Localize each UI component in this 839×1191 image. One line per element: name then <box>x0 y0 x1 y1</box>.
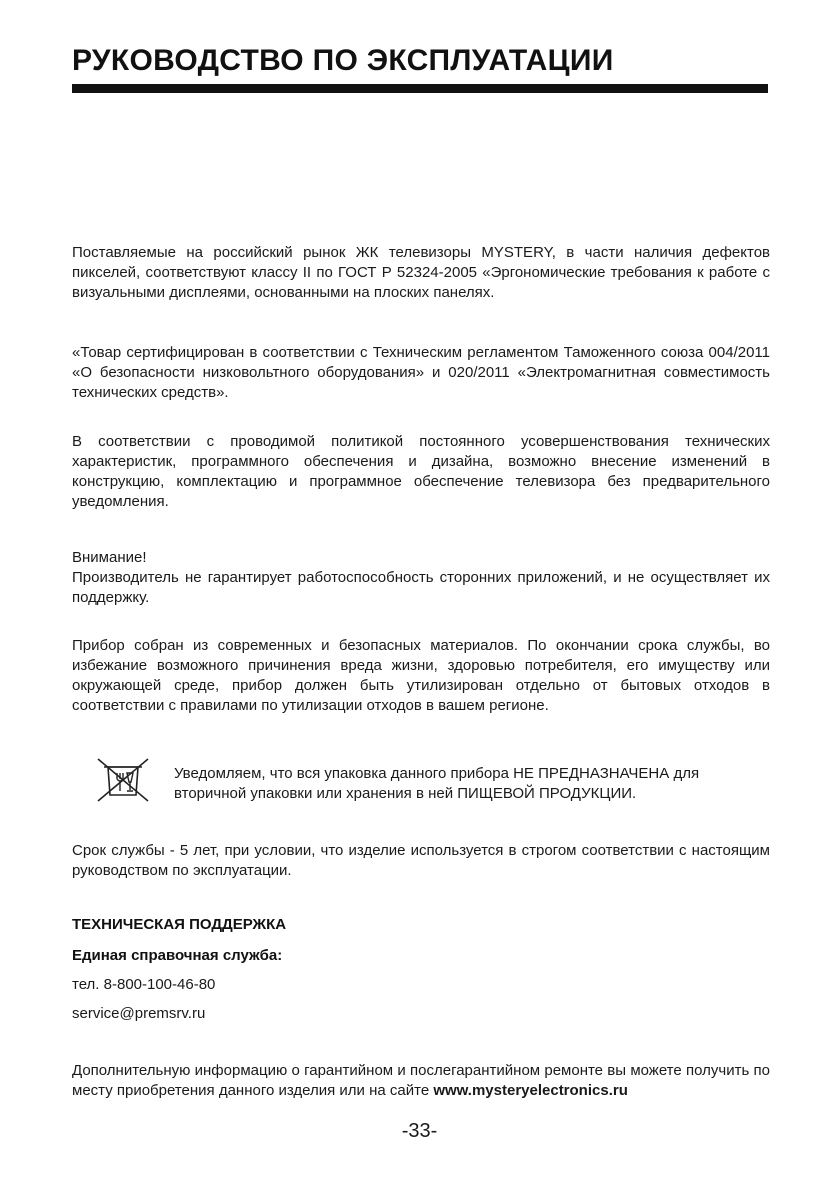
certification-paragraph: «Товар сертифицирован в соответствии с Техническим регламентом Таможенного союза 004/2011 «О безопасности низковольтного оборудования» и 020/2011 «Электромагнитная совместимость технических средств». <box>72 344 770 401</box>
service-life-paragraph: Срок службы - 5 лет, при условии, что изделие используется в строгом соответствии с настоящим руководством по эксплуатации. <box>72 842 770 879</box>
title-underline <box>72 84 768 93</box>
page-number: -33- <box>401 1120 438 1142</box>
additional-info-text: Дополнительную информацию о гарантийном и послегарантийном ремонте вы можете получить по месту приобретения данного изделия или на сайте <box>72 1062 770 1099</box>
attention-paragraph: Производитель не гарантирует работоспособность сторонних приложений, и не осуществляет их поддержку. <box>72 569 770 606</box>
support-email: service@premsrv.ru <box>72 1005 206 1022</box>
website-link[interactable]: www.mysteryelectronics.ru <box>433 1082 628 1099</box>
support-phone: тел. 8-800-100-46-80 <box>72 976 216 993</box>
attention-label: Внимание! <box>72 549 147 566</box>
support-heading: ТЕХНИЧЕСКАЯ ПОДДЕРЖКА <box>72 916 287 933</box>
page-title: РУКОВОДСТВО ПО ЭКСПЛУАТАЦИИ <box>72 44 614 77</box>
packaging-notice: Уведомляем, что вся упаковка данного прибора НЕ ПРЕДНАЗНАЧЕНА для вторичной упаковки или хранения в ней ПИЩЕВОЙ ПРОДУКЦИИ. <box>174 765 700 802</box>
pixel-class-paragraph: Поставляемые на российский рынок ЖК телевизоры MYSTERY, в части наличия дефектов пикселей, соответствуют классу II по ГОСТ Р 52324-2005 «Эргономические требования к работе с визуальными дисплеями, основанными на плоских панелях. <box>72 244 770 301</box>
changes-paragraph: В соответствии с проводимой политикой постоянного усовершенствования технических характеристик, программного обеспечения и дизайна, возможно внесение изменений в конструкцию, комплектацию и программное обеспечение телевизора без предварительного уведомления. <box>72 433 770 510</box>
no-food-packaging-icon <box>94 755 152 805</box>
additional-info-paragraph <box>72 1061 770 1101</box>
disposal-paragraph: Прибор собран из современных и безопасных материалов. По окончании срока службы, во избежание возможного причинения вреда жизни, здоровью потребителя, его имуществу или окружающей среде, прибор должен быть утилизирован отдельно от бытовых отходов в соответствии с правилами по утилизации отходов в вашем регионе. <box>72 637 770 714</box>
hotline-label: Единая справочная служба: <box>72 947 283 964</box>
